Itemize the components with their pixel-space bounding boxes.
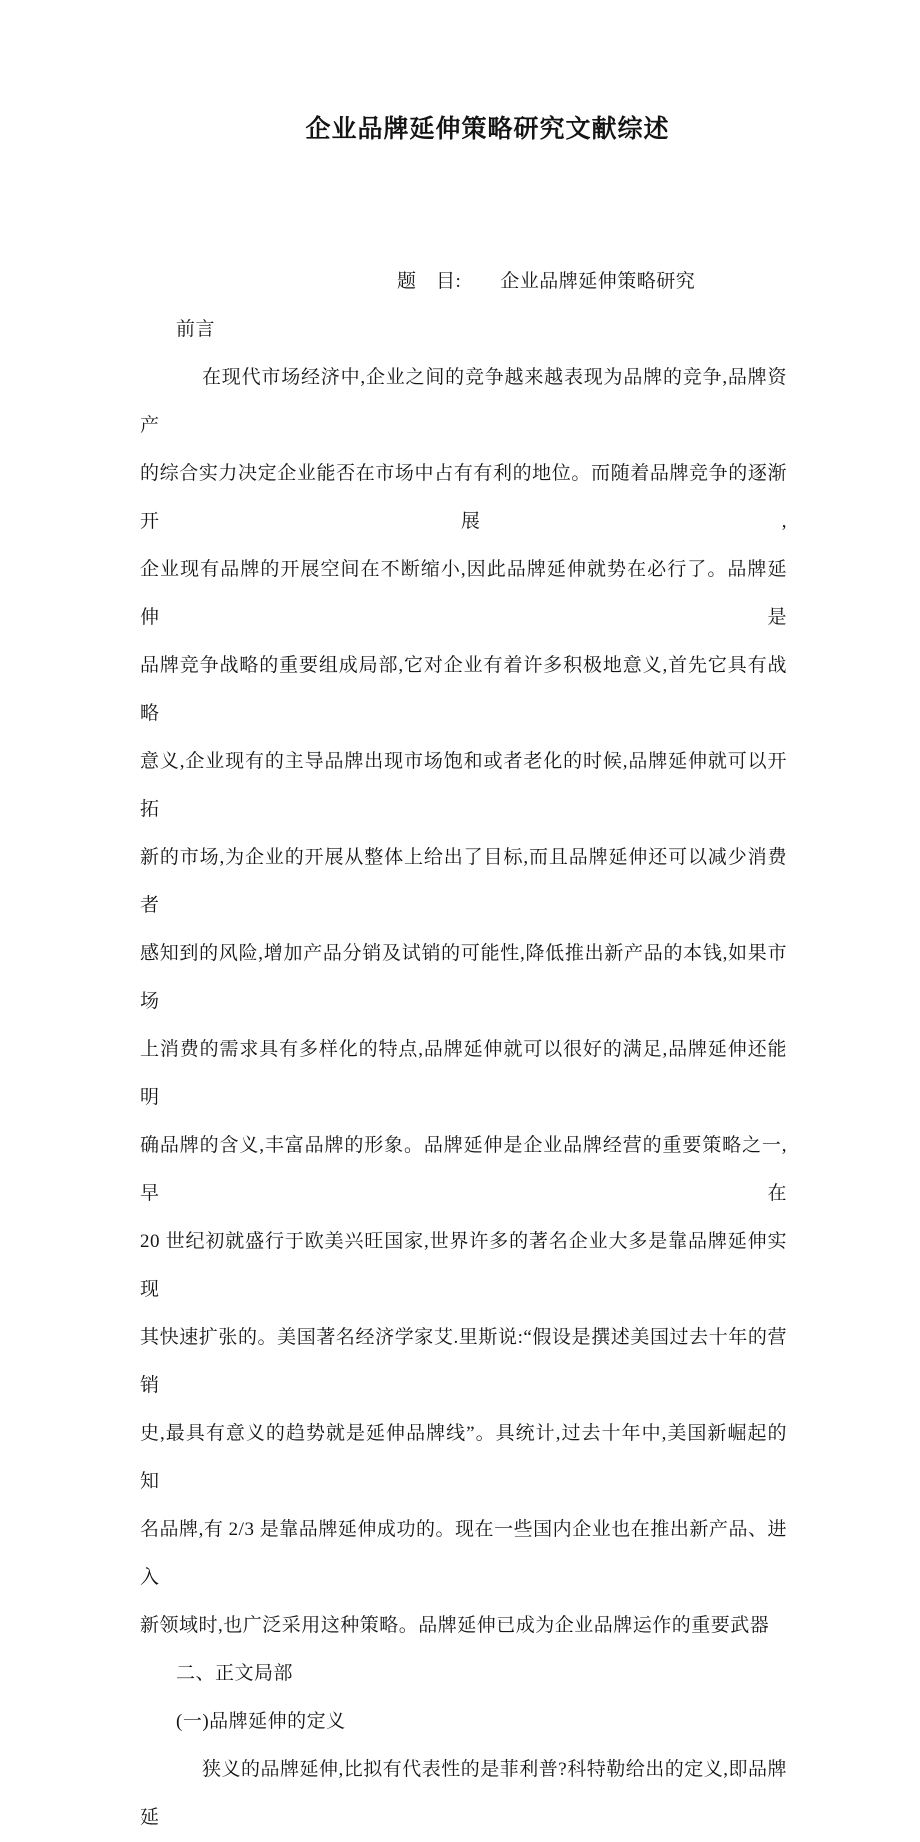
paragraph-line: 20 世纪初就盛行于欧美兴旺国家,世界许多的著名企业大多是靠品牌延伸实现 xyxy=(140,1231,787,1300)
document-title: 企业品牌延伸策略研究文献综述 xyxy=(305,116,670,143)
preface-heading: 前言 xyxy=(176,319,216,340)
subsection-heading: (一)品牌延伸的定义 xyxy=(176,1711,346,1732)
subject-line: 题 目: 企业品牌延伸策略研究 xyxy=(397,271,696,292)
paragraph-line: 史,最具有意义的趋势就是延伸品牌线”。具统计,过去十年中,美国新崛起的知 xyxy=(140,1423,787,1492)
paragraph-line: 感知到的风险,增加产品分销及试销的可能性,降低推出新产品的本钱,如果市场 xyxy=(140,943,787,1012)
paragraph-line: 的综合实力决定企业能否在市场中占有有利的地位。而随着品牌竞争的逐渐开展, xyxy=(140,463,787,532)
section-heading: 二、正文局部 xyxy=(176,1663,294,1684)
preface-paragraph xyxy=(140,354,787,1650)
paragraph-line: 意义,企业现有的主导品牌出现市场饱和或者老化的时候,品牌延伸就可以开拓 xyxy=(140,751,787,820)
document-body xyxy=(140,258,787,1842)
paragraph-line: 其快速扩张的。美国著名经济学家艾.里斯说:“假设是撰述美国过去十年的营销 xyxy=(140,1327,787,1396)
paragraph-line: 上消费的需求具有多样化的特点,品牌延伸就可以很好的满足,品牌延伸还能明 xyxy=(140,1039,787,1108)
paragraph-line: 企业现有品牌的开展空间在不断缩小,因此品牌延伸就势在必行了。品牌延伸是 xyxy=(140,559,787,628)
paragraph-line: 在现代市场经济中,企业之间的竞争越来越表现为品牌的竞争,品牌资产 xyxy=(140,367,787,436)
paragraph-line: 品牌竞争战略的重要组成局部,它对企业有着许多积极地意义,首先它具有战略 xyxy=(140,655,787,724)
paragraph-line: 新的市场,为企业的开展从整体上给出了目标,而且品牌延伸还可以减少消费者 xyxy=(140,847,787,916)
paragraph-line: 新领域时,也广泛采用这种策略。品牌延伸已成为企业品牌运作的重要武器 xyxy=(140,1615,770,1636)
body-opening-line: 狭义的品牌延伸,比拟有代表性的是菲利普?科特勒给出的定义,即品牌延 xyxy=(140,1759,787,1828)
paragraph-line: 确品牌的含义,丰富品牌的形象。品牌延伸是企业品牌经营的重要策略之一,早在 xyxy=(140,1135,787,1204)
paragraph-line: 名品牌,有 2/3 是靠品牌延伸成功的。现在一些国内企业也在推出新产品、进入 xyxy=(140,1519,787,1588)
